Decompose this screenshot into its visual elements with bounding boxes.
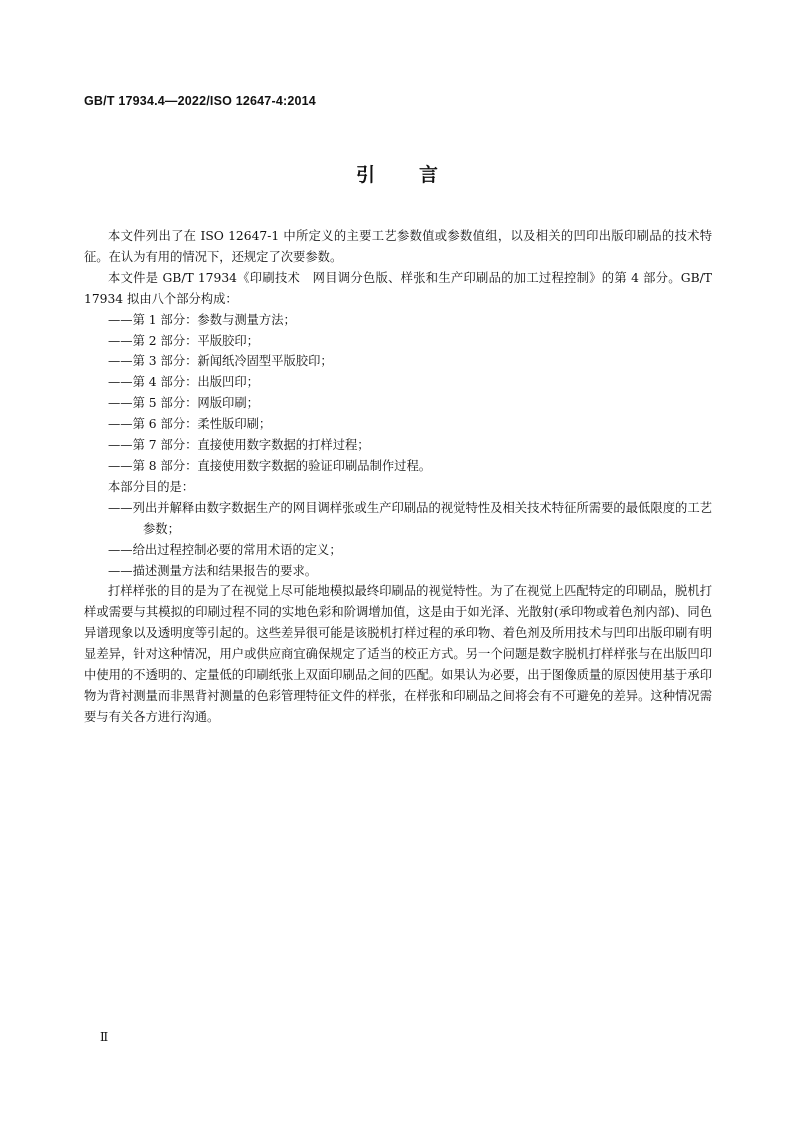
standard-code: GB/T 17934.4—2022/ISO 12647-4:2014 (84, 94, 316, 108)
page-title: 引言 (355, 164, 482, 186)
list-item: ——第 6 部分：柔性版印刷； (108, 417, 272, 432)
document-body (84, 226, 712, 728)
list-item: ——列出并解释由数字数据生产的网目调样张或生产印刷品的视觉特性及相关技术特征所需要的最低限度的工艺参数； (108, 500, 712, 536)
list-item: ——第 4 部分：出版凹印； (108, 375, 259, 390)
purpose-paragraph: 本部分目的是： (108, 479, 195, 494)
proofing-paragraph: 打样样张的目的是为了在视觉上尽可能地模拟最终印刷品的视觉特性。为了在视觉上匹配特定的印刷品，脱机打样或需要与其模拟的印刷过程不同的实地色彩和阶调增加值，这是由于如光泽、光散射(承印物或着色剂内部)、同色异谱现象以及透明度等引起的。这些差异很可能是该脱机打样过程的承印物、着色剂及所用技术与凹印出版印刷有明显差异，针对这种情况，用户或供应商宜确保规定了适当的校正方式。另一个问题是数字脱机打样样张与在出版凹印中使用的不透明的、定量低的印刷纸张上双面印刷品之间的匹配。如果认为必要，出于图像质量的原因使用基于承印物为背衬测量而非黑背衬测量的色彩管理特征文件的样张，在样张和印刷品之间将会有不可避免的差异。这种情况需要与有关各方进行沟通。 (84, 584, 712, 724)
list-item: ——第 8 部分：直接使用数字数据的验证印刷品制作过程。 (108, 458, 432, 473)
list-item: ——第 2 部分：平版胶印； (108, 333, 259, 348)
page-number: Ⅱ (100, 1030, 109, 1044)
structure-paragraph: 本文件是 GB/T 17934《印刷技术 网目调分色版、样张和生产印刷品的加工过程控制》的第 4 部分。GB/T 17934 拟由八个部分构成： (84, 270, 712, 306)
list-item: ——第 1 部分：参数与测量方法； (108, 312, 296, 327)
intro-paragraph: 本文件列出了在 ISO 12647-1 中所定义的主要工艺参数值或参数值组，以及相关的凹印出版印刷品的技术特征。在认为有用的情况下，还规定了次要参数。 (84, 229, 712, 264)
list-item: ——描述测量方法和结果报告的要求。 (108, 563, 318, 578)
list-item: ——第 5 部分：网版印刷； (108, 396, 259, 411)
list-item: ——第 3 部分：新闻纸冷固型平版胶印； (108, 354, 333, 369)
list-item: ——给出过程控制必要的常用术语的定义； (108, 542, 342, 557)
list-item: ——第 7 部分：直接使用数字数据的打样过程； (108, 438, 370, 453)
